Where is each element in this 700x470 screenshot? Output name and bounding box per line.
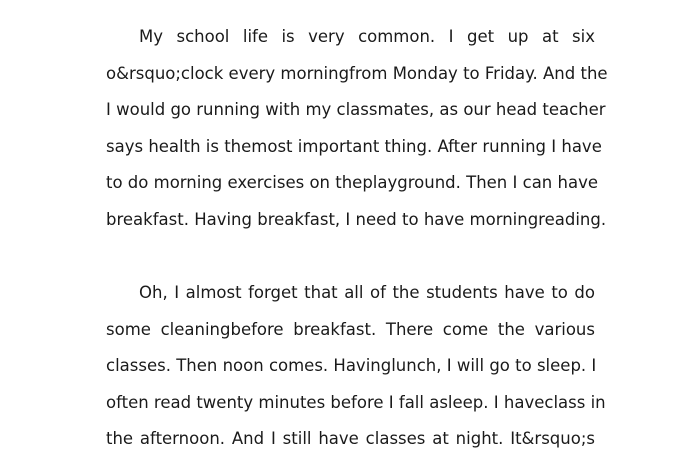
paragraph-line: the afternoon. And I still have classes at night. It&rsquo;s [106,429,595,448]
paragraph-1 [106,19,608,238]
paragraph-line: classes. Then noon comes. Havinglunch, I will go to sleep. I [106,356,597,375]
paragraph-line: I would go running with my classmates, as our head teacher [106,100,606,119]
paragraph-line: to do morning exercises on theplayground. Then I can have [106,173,598,192]
paragraph-line: o&rsquo;clock every morningfrom Monday to Friday. And the [106,63,608,83]
paragraph-2 [106,275,606,458]
paragraph-line: Oh, I almost forget that all of the students have to do [139,283,595,302]
paragraph-line: often read twenty minutes before I fall asleep. I haveclass in [106,392,606,412]
paragraph-line: breakfast. Having breakfast, I need to have morningreading. [106,209,607,229]
paragraph-line: says health is themost important thing. After running I have [106,136,602,156]
paragraph-line: some cleaningbefore breakfast. There come the various [106,319,595,339]
paragraph-line: My school life is very common. I get up at six [139,27,595,46]
